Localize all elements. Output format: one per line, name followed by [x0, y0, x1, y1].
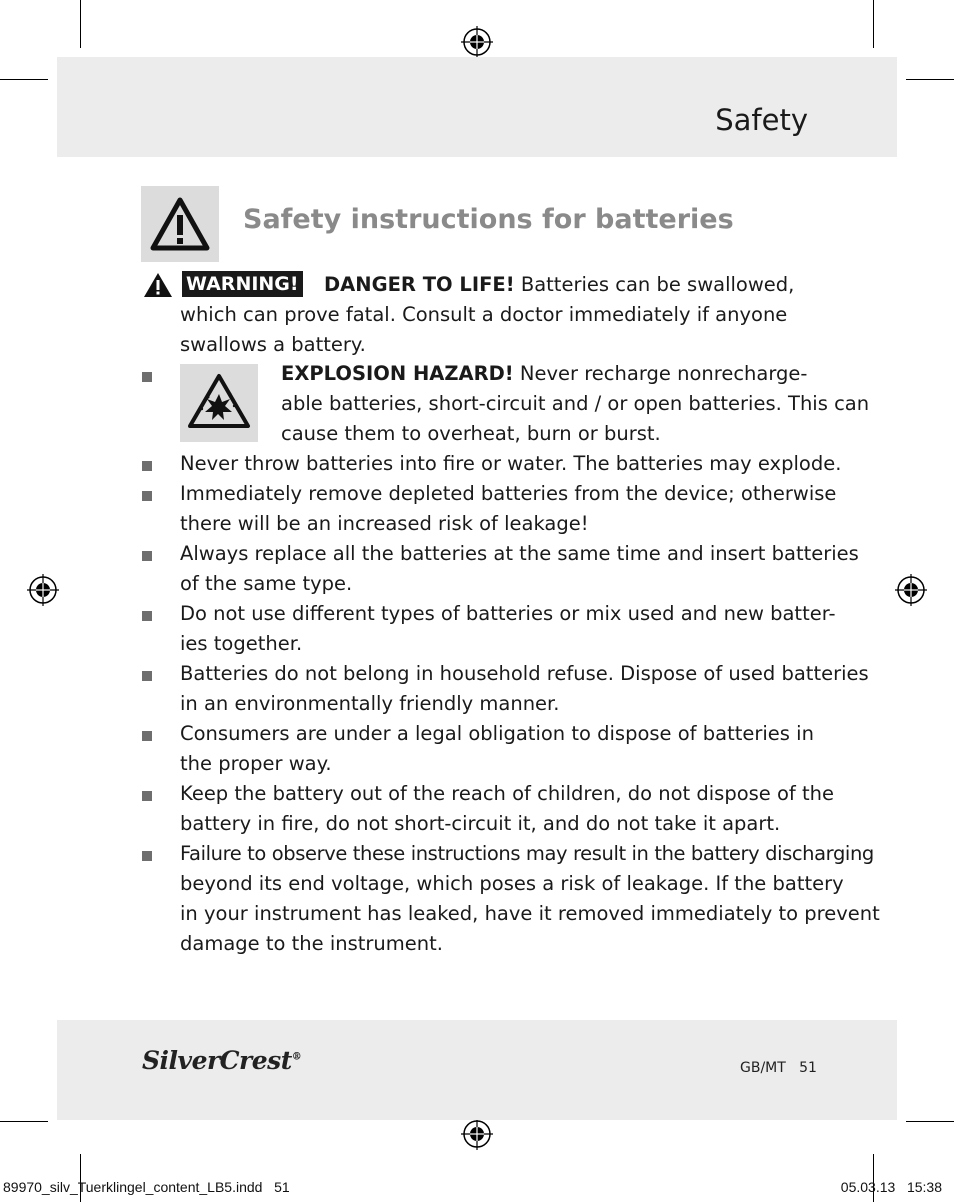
list-item [142, 839, 880, 959]
crop-mark [906, 79, 954, 80]
list-item-line: ies together. [180, 632, 303, 655]
registration-mark-icon [461, 1118, 493, 1150]
list-item-line: damage to the instrument. [180, 932, 443, 955]
bullet-marker [142, 851, 152, 861]
list-item [142, 779, 832, 839]
crop-mark [0, 1121, 48, 1122]
bullet-marker [142, 491, 152, 501]
page-number: GB/MT 51 [740, 1060, 817, 1076]
registration-mark-icon [895, 574, 927, 606]
registration-mark-icon [461, 26, 493, 58]
bullet-list [142, 449, 880, 959]
warning-text: Batteries can be swallowed, [514, 273, 795, 296]
crop-mark [906, 1121, 954, 1122]
crop-mark [0, 79, 48, 80]
print-file-info: 89970_silv_Tuerklingel_content_LB5.indd 51 [3, 1179, 290, 1195]
list-item-line: Failure to observe these instructions may result in the battery discharging [180, 842, 874, 865]
crop-mark [80, 0, 81, 48]
bullet-marker [142, 671, 152, 681]
list-item-line: Immediately remove depleted batteries from the device; otherwise [180, 482, 837, 505]
bullet-marker [142, 611, 152, 621]
warning-line-2: which can prove fatal. Consult a doctor immediately if anyone [180, 303, 788, 326]
list-item-line: in an environmentally friendly manner. [180, 692, 560, 715]
list-item [142, 659, 869, 719]
list-item-line: Do not use different types of batteries or mix used and new batter- [180, 602, 836, 625]
bullet-marker [142, 731, 152, 741]
registration-mark-icon [27, 574, 59, 606]
brand-logo-text: SilverCrest [142, 1046, 292, 1075]
crop-mark [873, 0, 874, 48]
section-warning-box [141, 186, 219, 262]
warning-triangle-icon [141, 186, 219, 262]
print-date-info: 05.03.13 15:38 [840, 1179, 942, 1195]
warning-badge: WARNING! [182, 271, 303, 297]
bullet-marker [142, 372, 152, 382]
list-item-line: Always replace all the batteries at the same time and insert batteries [180, 542, 859, 565]
list-item-line: battery in fire, do not short-circuit it, and do not take it apart. [180, 812, 781, 835]
list-item [142, 599, 836, 659]
explosion-lead: EXPLOSION HAZARD! [281, 362, 514, 385]
list-item-line: Batteries do not belong in household refuse. Dispose of used batteries [180, 662, 869, 685]
explosion-box [180, 364, 258, 442]
warning-line-1 [324, 270, 794, 300]
explosion-line-1 [281, 359, 807, 389]
list-item [142, 719, 832, 779]
warning-triangle-icon [143, 272, 173, 298]
list-item-line: of the same type. [180, 572, 353, 595]
registered-mark: ® [291, 1051, 302, 1063]
warning-line-3: swallows a battery. [180, 333, 366, 356]
danger-lead: DANGER TO LIFE! [324, 273, 515, 296]
bullet-marker [142, 461, 152, 471]
list-item-line: beyond its end voltage, which poses a risk of leakage. If the battery [180, 872, 844, 895]
explosion-text: Never recharge nonrecharge- [513, 362, 808, 385]
list-item-line: there will be an increased risk of leakage! [180, 512, 589, 535]
list-item-line: Consumers are under a legal obligation to dispose of batteries in [180, 722, 814, 745]
section-title: Safety instructions for batteries [243, 204, 734, 235]
list-item [142, 539, 859, 599]
list-item [142, 449, 842, 479]
list-item-line: Keep the battery out of the reach of children, do not dispose of the [180, 782, 834, 805]
list-item-line: the proper way. [180, 752, 332, 775]
explosion-line-3: cause them to overheat, burn or burst. [281, 422, 661, 445]
explosion-icon [180, 364, 258, 442]
list-item-line: in your instrument has leaked, have it removed immediately to prevent [180, 902, 880, 925]
brand-logo [142, 1046, 301, 1075]
explosion-line-2: able batteries, short-circuit and / or open batteries. This can [281, 392, 870, 415]
page-title: Safety [715, 103, 808, 137]
list-item-line: Never throw batteries into fire or water. The batteries may explode. [180, 452, 842, 475]
bullet-marker [142, 791, 152, 801]
bullet-marker [142, 551, 152, 561]
list-item [142, 479, 837, 539]
